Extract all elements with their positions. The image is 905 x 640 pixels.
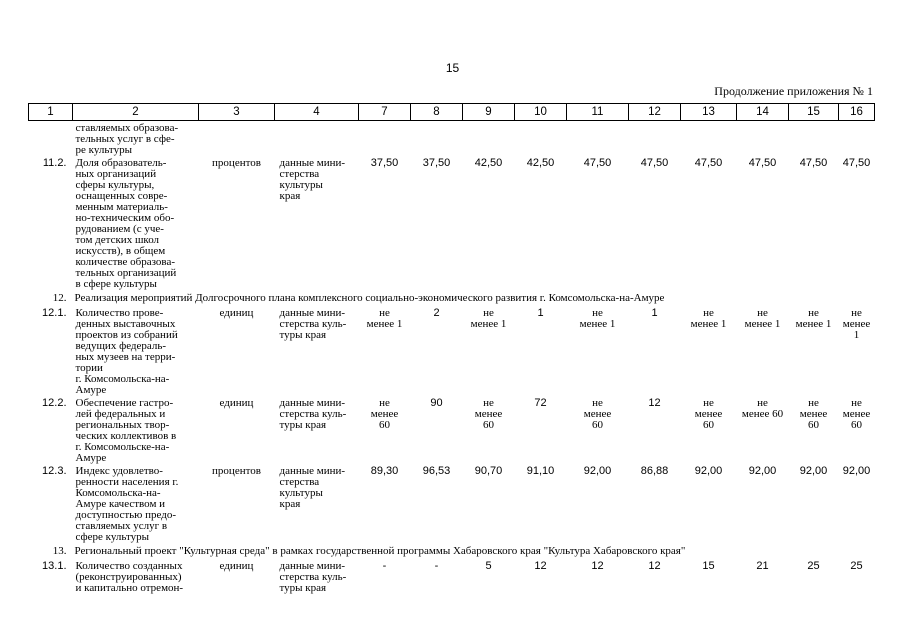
value-cell: 96,53 — [422, 465, 451, 477]
header-cell: 9 — [463, 104, 515, 121]
value-cell: 25 — [850, 560, 863, 572]
value-cell: - — [434, 560, 439, 572]
value-cell: не менее 1 — [366, 307, 403, 330]
value-cell: 72 — [534, 397, 547, 409]
header-cell: 8 — [411, 104, 463, 121]
unit-cell: единиц — [219, 397, 254, 409]
table-row — [29, 396, 875, 464]
table-row — [29, 121, 875, 157]
section-title: Реализация мероприятий Долгосрочного плана комплексного социально-экономического развития г. Комсомольска-на-Амуре — [74, 292, 665, 304]
header-row — [29, 104, 875, 121]
value-cell: 12 — [591, 560, 604, 572]
unit-cell: процентов — [212, 157, 261, 169]
indicator-name: ставляемых образова- тельных услуг в сфе- ре культуры — [75, 122, 179, 156]
unit-cell: единиц — [219, 560, 254, 572]
header-cell: 11 — [567, 104, 629, 121]
value-cell: 2 — [433, 307, 440, 319]
value-cell: 42,50 — [474, 157, 503, 169]
value-cell: 25 — [807, 560, 820, 572]
value-cell: не менее 1 — [744, 307, 781, 330]
value-cell: 37,50 — [422, 157, 451, 169]
table-row — [29, 559, 875, 594]
source-cell: данные мини- стерства культуры края — [279, 157, 346, 202]
value-cell: 12 — [648, 560, 661, 572]
header-cell: 14 — [737, 104, 789, 121]
value-cell: 92,00 — [583, 465, 612, 477]
source-cell: данные мини- стерства куль- туры края — [279, 307, 347, 341]
value-cell: не менее 1 — [470, 307, 507, 330]
indicator-name: Обеспечение гастро- лей федеральных и региональных твор- ческих коллективов в г. Комсомольске-на- Амуре — [75, 397, 177, 464]
value-cell: 42,50 — [526, 157, 555, 169]
value-cell: 92,00 — [694, 465, 723, 477]
source-cell: данные мини- стерства куль- туры края — [279, 560, 347, 594]
value-cell: 91,10 — [526, 465, 555, 477]
value-cell — [839, 121, 875, 157]
value-cell: 47,50 — [748, 157, 777, 169]
value-cell: не менее 1 — [795, 307, 832, 330]
table-row — [29, 156, 875, 290]
value-cell: 47,50 — [640, 157, 669, 169]
row-number: 13.1. — [42, 560, 67, 572]
value-cell — [359, 121, 411, 157]
value-cell: 12 — [534, 560, 547, 572]
value-cell — [789, 121, 839, 157]
row-number: 12.2. — [42, 397, 67, 409]
value-cell — [681, 121, 737, 157]
value-cell: не менее 1 — [842, 307, 871, 341]
value-cell — [567, 121, 629, 157]
section-row — [29, 543, 875, 559]
unit-cell: процентов — [212, 465, 261, 477]
value-cell: 90,70 — [474, 465, 503, 477]
value-cell: 47,50 — [842, 157, 871, 169]
value-cell — [515, 121, 567, 157]
value-cell: не менее 60 — [799, 397, 828, 431]
value-cell: 37,50 — [370, 157, 399, 169]
header-cell: 2 — [73, 104, 199, 121]
section-row — [29, 290, 875, 306]
value-cell — [199, 121, 275, 157]
header-cell: 4 — [275, 104, 359, 121]
unit-cell: единиц — [219, 307, 254, 319]
value-cell: 47,50 — [799, 157, 828, 169]
value-cell: не менее 60 — [583, 397, 612, 431]
value-cell: не менее 60 — [474, 397, 503, 431]
source-cell: данные мини- стерства куль- туры края — [279, 397, 347, 431]
header-cell: 1 — [29, 104, 73, 121]
value-cell: 92,00 — [842, 465, 871, 477]
row-number: 11.2. — [42, 157, 67, 169]
indicator-name: Индекс удовлетво- ренности населения г. Комсомольска-на- Амуре качеством и доступностью предо- ставляемых услуг в сфере культуры — [75, 465, 179, 543]
indicator-name: Количество созданных (реконструированных) и капитально отремон- — [75, 560, 184, 594]
value-cell: не менее 60 — [842, 397, 871, 431]
table-row — [29, 306, 875, 396]
value-cell: 86,88 — [640, 465, 669, 477]
row-number: 12.1. — [42, 307, 67, 319]
value-cell: 92,00 — [799, 465, 828, 477]
continuation-label: Продолжение приложения № 1 — [714, 84, 873, 98]
indicators-table — [28, 103, 875, 594]
header-cell: 12 — [629, 104, 681, 121]
table-row — [29, 464, 875, 543]
value-cell: 1 — [537, 307, 544, 319]
source-cell: данные мини- стерства культуры края — [279, 465, 346, 510]
value-cell: не менее 1 — [690, 307, 727, 330]
value-cell — [737, 121, 789, 157]
header-cell: 10 — [515, 104, 567, 121]
value-cell — [411, 121, 463, 157]
header-cell: 16 — [839, 104, 875, 121]
value-cell: 92,00 — [748, 465, 777, 477]
value-cell: 21 — [756, 560, 769, 572]
value-cell: не менее 1 — [579, 307, 616, 330]
value-cell: 89,30 — [370, 465, 399, 477]
row-number: 12.3. — [42, 465, 67, 477]
row-number — [29, 121, 73, 157]
value-cell: 47,50 — [694, 157, 723, 169]
header-cell: 3 — [199, 104, 275, 121]
indicator-name: Количество прове- денных выставочных проектов из собраний ведущих федераль- ных музеев на терри- тории г. Комсомольска-на- Амуре — [75, 307, 178, 396]
value-cell: не менее 60 — [370, 397, 399, 431]
value-cell: - — [382, 560, 387, 572]
value-cell — [463, 121, 515, 157]
value-cell: 47,50 — [583, 157, 612, 169]
indicator-name: Доля образователь- ных организаций сферы культуры, оснащенных совре- менным материаль- но-техническим обо- рудованием (с уче- том детских школ искусств), в общем количестве образова- тельных организаций в сфере культуры — [75, 157, 177, 290]
section-number: 12. — [52, 292, 67, 304]
section-number: 13. — [52, 545, 67, 557]
value-cell — [629, 121, 681, 157]
page-number: 15 — [445, 61, 460, 75]
value-cell: 90 — [430, 397, 443, 409]
value-cell: 15 — [702, 560, 715, 572]
section-title: Региональный проект "Культурная среда" в рамках государственной программы Хабаровского края "Культура Хабаровского края" — [74, 545, 686, 557]
header-cell: 13 — [681, 104, 737, 121]
header-cell: 15 — [789, 104, 839, 121]
value-cell: 1 — [651, 307, 658, 319]
value-cell: 5 — [485, 560, 492, 572]
value-cell: не менее 60 — [694, 397, 723, 431]
header-cell: 7 — [359, 104, 411, 121]
value-cell — [275, 121, 359, 157]
value-cell: не менее 60 — [741, 397, 784, 420]
value-cell: 12 — [648, 397, 661, 409]
